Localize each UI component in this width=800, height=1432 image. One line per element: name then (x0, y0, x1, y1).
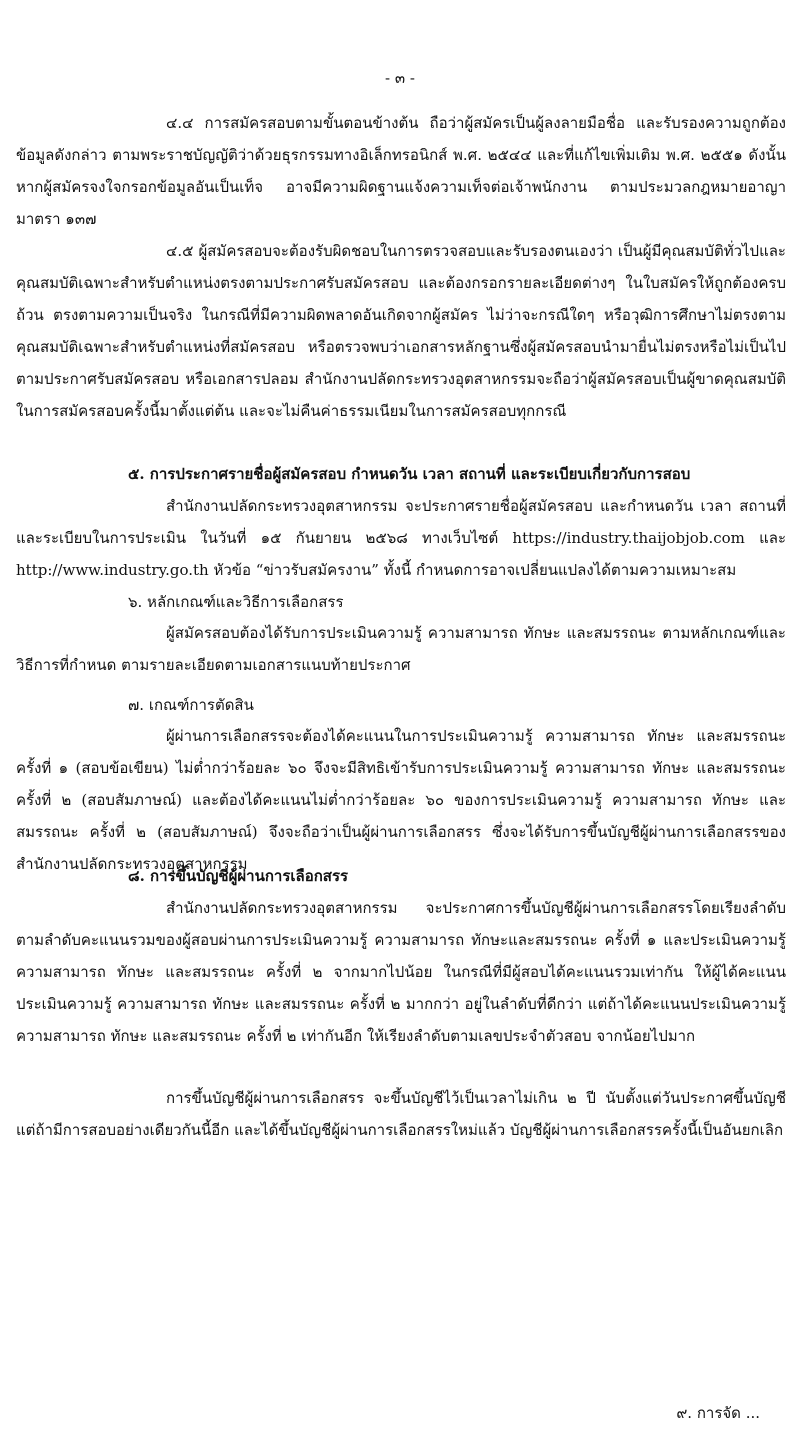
paragraph-4-4: ๔.๔ การสมัครสอบตามขั้นตอนข้างต้น ถือว่าผู้สมัครเป็นผู้ลงลายมือชื่อ และรับรองความถูกต้องข้อมูลดังกล่าว ตามพระราชบัญญัติว่าด้วยธุรกรรมทางอิเล็กทรอนิกส์ พ.ศ. ๒๕๔๔ และที่แก้ไขเพิ่มเติม พ.ศ. ๒๕๕๑ ดังนั้น หากผู้สมัครจงใจกรอกข้อมูลอันเป็นเท็จ อาจมีความผิดฐานแจ้งความเท็จต่อเจ้าพนักงาน ตามประมวลกฎหมายอาญา มาตรา ๑๓๗ (16, 114, 786, 228)
paragraph-section-8b: การขึ้นบัญชีผู้ผ่านการเลือกสรร จะขึ้นบัญชีไว้เป็นเวลาไม่เกิน ๒ ปี นับตั้งแต่วันประกาศขึ้นบัญชี แต่ถ้ามีการสอบอย่างเดียวกันนี้อีก และได้ขึ้นบัญชีผู้ผ่านการเลือกสรรใหม่แล้ว บัญชีผู้ผ่านการเลือกสรรครั้งนี้เป็นอันยกเลิก (16, 1089, 786, 1139)
heading-section-6: ๖. หลักเกณฑ์และวิธีการเลือกสรร (128, 593, 344, 611)
heading-section-5: ๕. การประกาศรายชื่อผู้สมัครสอบ กำหนดวัน เวลา สถานที่ และระเบียบเกี่ยวกับการสอบ (128, 465, 691, 483)
page-number: - ๓ - (385, 69, 415, 87)
continuation-note: ๙. การจัด ... (676, 1404, 760, 1422)
paragraph-section-7: ผู้ผ่านการเลือกสรรจะต้องได้คะแนนในการประเมินความรู้ ความสามารถ ทักษะ และสมรรถนะ ครั้งที่ ๑ (สอบข้อเขียน) ไม่ต่ำกว่าร้อยละ ๖๐ จึงจะมีสิทธิเข้ารับการประเมินความรู้ ความสามารถ ทักษะ และสมรรถนะ ครั้งที่ ๒ (สอบสัมภาษณ์) และต้องได้คะแนนไม่ต่ำกว่าร้อยละ ๖๐ ของการประเมินความรู้ ความสามารถ ทักษะ และสมรรถนะ ครั้งที่ ๒ (สอบสัมภาษณ์) จึงจะถือว่าเป็นผู้ผ่านการเลือกสรร ซึ่งจะได้รับการขึ้นบัญชีผู้ผ่านการเลือกสรรของสำนักงานปลัดกระทรวงอุตสาหกรรม (16, 727, 786, 873)
paragraph-4-5: ๔.๕ ผู้สมัครสอบจะต้องรับผิดชอบในการตรวจสอบและรับรองตนเองว่า เป็นผู้มีคุณสมบัติทั่วไปและคุณสมบัติเฉพาะสำหรับตำแหน่งตรงตามประกาศรับสมัครสอบ และต้องกรอกรายละเอียดต่างๆ ในใบสมัครให้ถูกต้องครบถ้วน ตรงตามความเป็นจริง ในกรณีที่มีความผิดพลาดอันเกิดจากผู้สมัคร ไม่ว่าจะกรณีใดๆ หรือวุฒิการศึกษาไม่ตรงตามคุณสมบัติเฉพาะสำหรับตำแหน่งที่สมัครสอบ หรือตรวจพบว่าเอกสารหลักฐานซึ่งผู้สมัครสอบนำมายื่นไม่ตรงหรือไม่เป็นไปตามประกาศรับสมัครสอบ หรือเอกสารปลอม สำนักงานปลัดกระทรวงอุตสาหกรรมจะถือว่าผู้สมัครสอบเป็นผู้ขาดคุณสมบัติในการสมัครสอบครั้งนี้มาตั้งแต่ต้น และจะไม่คืนค่าธรรมเนียมในการสมัครสอบทุกกรณี (16, 242, 786, 420)
heading-section-7: ๗. เกณฑ์การตัดสิน (128, 696, 254, 714)
paragraph-section-6: ผู้สมัครสอบต้องได้รับการประเมินความรู้ ความสามารถ ทักษะ และสมรรถนะ ตามหลักเกณฑ์และวิธีการที่กำหนด ตามรายละเอียดตามเอกสารแนบท้ายประกาศ (16, 624, 786, 674)
heading-section-8: ๘. การขึ้นบัญชีผู้ผ่านการเลือกสรร (128, 867, 349, 885)
paragraph-section-5: สำนักงานปลัดกระทรวงอุตสาหกรรม จะประกาศรายชื่อผู้สมัครสอบ และกำหนดวัน เวลา สถานที่ และระเบียบในการประเมิน ในวันที่ ๑๕ กันยายน ๒๕๖๘ ทางเว็บไซต์ https://industry.thaijobjob.com และ http://www.industry.go.th หัวข้อ “ข่าวรับสมัครงาน” ทั้งนี้ กำหนดการอาจเปลี่ยนแปลงได้ตามความเหมาะสม (16, 497, 786, 579)
paragraph-section-8a: สำนักงานปลัดกระทรวงอุตสาหกรรม จะประกาศการขึ้นบัญชีผู้ผ่านการเลือกสรรโดยเรียงลำดับตามลำดับคะแนนรวมของผู้สอบผ่านการประเมินความรู้ ความสามารถ ทักษะและสมรรถนะ ครั้งที่ ๑ และประเมินความรู้ ความสามารถ ทักษะ และสมรรถนะ ครั้งที่ ๒ จากมากไปน้อย ในกรณีที่มีผู้สอบได้คะแนนรวมเท่ากัน ให้ผู้ได้คะแนนประเมินความรู้ ความสามารถ ทักษะ และสมรรถนะ ครั้งที่ ๒ มากกว่า อยู่ในลำดับที่ดีกว่า แต่ถ้าได้คะแนนประเมินความรู้ ความสามารถ ทักษะ และสมรรถนะ ครั้งที่ ๒ เท่ากันอีก ให้เรียงลำดับตามเลขประจำตัวสอบ จากน้อยไปมาก (16, 899, 786, 1045)
